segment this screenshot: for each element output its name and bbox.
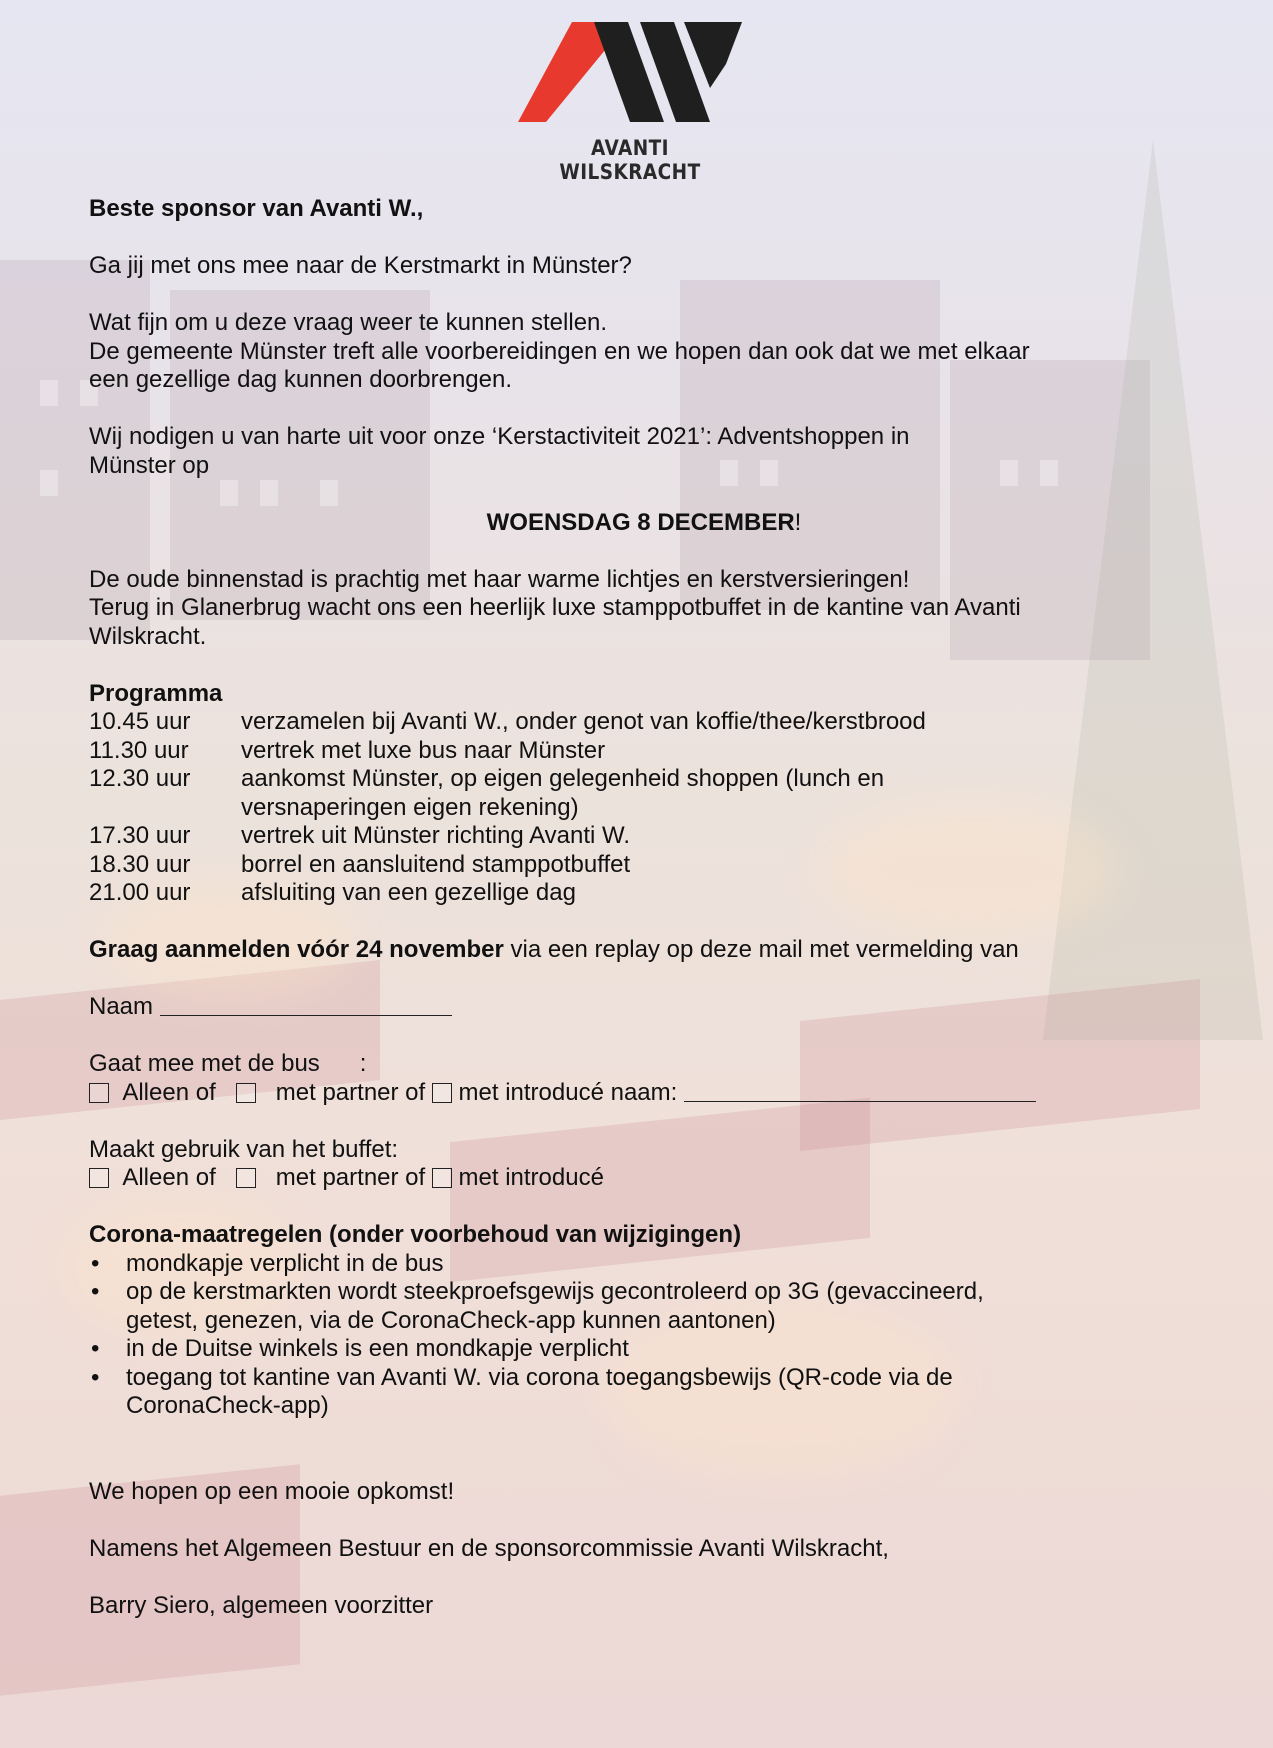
name-blank-line[interactable]	[160, 993, 452, 1016]
corona-item-text: getest, genezen, via de CoronaCheck-app kunnen aantonen)	[126, 1306, 776, 1334]
corona-item	[89, 1335, 1199, 1364]
bus-alone-checkbox[interactable]	[89, 1083, 109, 1103]
name-row	[89, 993, 1199, 1022]
program-time: 11.30 uur	[89, 736, 189, 764]
city-line: Wilskracht.	[89, 622, 207, 650]
city-line: De oude binnenstad is prachtig met haar warme lichtjes en kerstversieringen!	[89, 565, 910, 593]
introduce-name-blank-line[interactable]	[684, 1079, 1036, 1102]
corona-item-text: CoronaCheck-app)	[126, 1392, 329, 1419]
registration-deadline: Graag aanmelden vóór 24 november	[89, 936, 504, 963]
program-desc: vertrek met luxe bus naar Münster	[241, 736, 606, 764]
buffet-option-label: met partner of	[275, 1164, 426, 1191]
program-title: Programma	[89, 679, 223, 707]
program-time: 12.30 uur	[89, 765, 191, 792]
program-list	[89, 708, 1199, 908]
program-time: 21.00 uur	[89, 879, 191, 906]
program-desc: verzamelen bij Avanti W., onder genot van koffie/thee/kerstbrood	[241, 708, 926, 735]
corona-title: Corona-maatregelen (onder voorbehoud van wijzigingen)	[89, 1221, 742, 1248]
closing-hope: We hopen op een mooie opkomst!	[89, 1477, 455, 1505]
intro-line: Wat fijn om u deze vraag weer te kunnen stellen.	[89, 309, 608, 336]
invite-line: Münster op	[89, 451, 210, 479]
program-desc: vertrek uit Münster richting Avanti W.	[241, 822, 631, 849]
bus-option-label: Alleen of	[122, 1078, 216, 1106]
avanti-logo	[510, 18, 750, 184]
event-date	[89, 509, 1199, 538]
name-label: Naam	[89, 993, 160, 1020]
buffet-option-label: Alleen of	[122, 1164, 216, 1191]
registration-instruction	[89, 936, 1199, 965]
program-time: 10.45 uur	[89, 708, 191, 735]
closing-on-behalf: Namens het Algemeen Bestuur en de sponsorcommissie Avanti Wilskracht,	[89, 1534, 889, 1562]
salutation: Beste sponsor van Avanti W.,	[89, 195, 424, 222]
bus-label: Gaat mee met de bus :	[89, 1050, 367, 1077]
program-time: 17.30 uur	[89, 822, 191, 849]
program-desc: borrel en aansluitend stamppotbuffet	[241, 850, 631, 878]
buffet-introduce-checkbox[interactable]	[432, 1168, 452, 1188]
corona-item-text: • op de kerstmarkten wordt steekproefsgewijs gecontroleerd op 3G (gevaccineerd,	[126, 1278, 984, 1305]
program-item	[89, 822, 1199, 851]
bus-introduce-checkbox[interactable]	[432, 1083, 452, 1103]
corona-item-text: • mondkapje verplicht in de bus	[126, 1249, 444, 1277]
intro-line: een gezellige dag kunnen doorbrengen.	[89, 366, 513, 393]
intro-line: De gemeente Münster treft alle voorbereidingen en we hopen dan ook dat we met elkaar	[89, 337, 1030, 365]
corona-list	[89, 1250, 1199, 1421]
bus-partner-checkbox[interactable]	[236, 1083, 256, 1103]
bus-option-label: met introducé naam:	[458, 1078, 678, 1106]
buffet-label: Maakt gebruik van het buffet:	[89, 1135, 399, 1163]
program-item	[89, 708, 1199, 737]
program-item	[89, 737, 1199, 766]
bus-options	[89, 1079, 1199, 1108]
corona-item	[89, 1364, 1199, 1421]
corona-item-text: • in de Duitse winkels is een mondkapje verplicht	[126, 1335, 629, 1362]
registration-rest: via een replay op deze mail met vermelding van	[503, 936, 1019, 963]
event-date-suffix: !	[794, 508, 802, 536]
program-item	[89, 879, 1199, 908]
program-item	[89, 765, 1199, 822]
signature: Barry Siero, algemeen voorzitter	[89, 1591, 434, 1619]
question: Ga jij met ons mee naar de Kerstmarkt in Münster?	[89, 252, 632, 279]
program-desc: afsluiting van een gezellige dag	[241, 879, 576, 906]
program-time: 18.30 uur	[89, 850, 191, 878]
buffet-alone-checkbox[interactable]	[89, 1168, 109, 1188]
buffet-options	[89, 1164, 1199, 1193]
buffet-partner-checkbox[interactable]	[236, 1168, 256, 1188]
bus-option-label: met partner of	[275, 1078, 426, 1106]
letter-body	[89, 195, 1199, 1620]
program-desc: versnaperingen eigen rekening)	[241, 793, 579, 821]
avanti-logo-mark	[514, 18, 746, 126]
logo-text: AVANTI WILSKRACHT	[559, 136, 701, 184]
invite-line: Wij nodigen u van harte uit voor onze ‘Kerstactiviteit 2021’: Adventshoppen in	[89, 423, 910, 450]
corona-item-text: • toegang tot kantine van Avanti W. via corona toegangsbewijs (QR-code via de	[126, 1363, 953, 1391]
corona-item	[89, 1278, 1199, 1335]
buffet-option-label: met introducé	[458, 1164, 604, 1191]
city-line: Terug in Glanerbrug wacht ons een heerlijk luxe stamppotbuffet in de kantine van Avanti	[89, 594, 1021, 621]
corona-item	[89, 1250, 1199, 1279]
event-date-bold: WOENSDAG 8 DECEMBER	[486, 508, 795, 536]
program-item	[89, 851, 1199, 880]
program-desc: aankomst Münster, op eigen gelegenheid shoppen (lunch en	[241, 765, 885, 792]
